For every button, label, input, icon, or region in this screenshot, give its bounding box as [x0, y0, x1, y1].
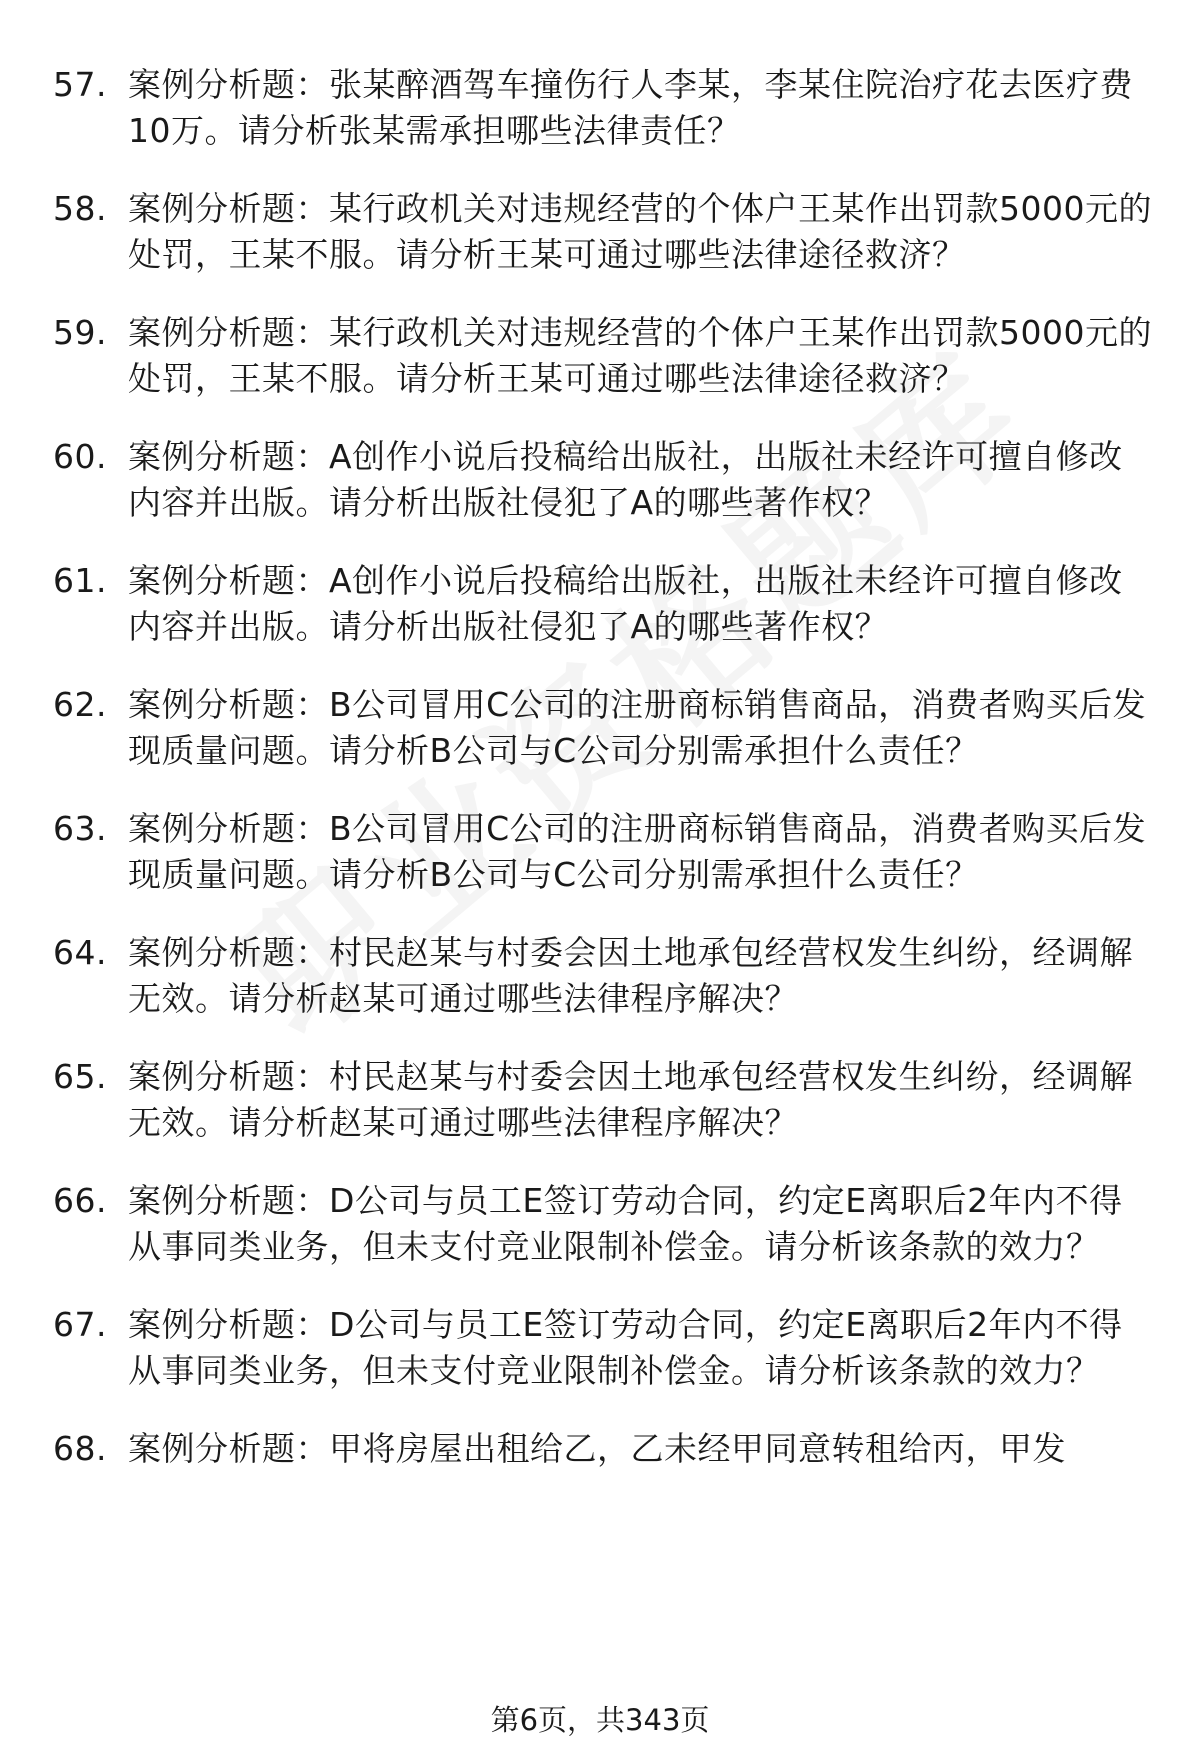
- question-text: 案例分析题：B公司冒用C公司的注册商标销售商品，消费者购买后发现质量问题。请分析B公司与C公司分别需承担什么责任？: [128, 685, 1147, 770]
- question-text: 案例分析题：张某醉酒驾车撞伤行人李某，李某住院治疗花去医疗费10万。请分析张某需承担哪些法律责任？: [128, 65, 1133, 150]
- question-text: 案例分析题：D公司与员工E签订劳动合同，约定E离职后2年内不得从事同类业务，但未支付竞业限制补偿金。请分析该条款的效力？: [128, 1181, 1123, 1266]
- question-number: 64.: [53, 933, 107, 972]
- question-text: 案例分析题：B公司冒用C公司的注册商标销售商品，消费者购买后发现质量问题。请分析B公司与C公司分别需承担什么责任？: [128, 809, 1147, 894]
- question-item: [0, 62, 1200, 154]
- question-list: [0, 62, 1200, 1504]
- question-item: [0, 1054, 1200, 1146]
- question-text: 案例分析题：某行政机关对违规经营的个体户王某作出罚款5000元的处罚，王某不服。请分析王某可通过哪些法律途径救济？: [128, 313, 1152, 398]
- question-number: 57.: [53, 65, 107, 104]
- question-item: [0, 310, 1200, 402]
- question-number: 58.: [53, 189, 107, 228]
- question-text: 案例分析题：A创作小说后投稿给出版社，出版社未经许可擅自修改内容并出版。请分析出版社侵犯了A的哪些著作权？: [128, 561, 1123, 646]
- question-number: 66.: [53, 1181, 107, 1220]
- question-item: [0, 186, 1200, 278]
- question-item: [0, 682, 1200, 774]
- question-text: 案例分析题：村民赵某与村委会因土地承包经营权发生纠纷，经调解无效。请分析赵某可通过哪些法律程序解决？: [128, 933, 1133, 1018]
- question-text: 案例分析题：某行政机关对违规经营的个体户王某作出罚款5000元的处罚，王某不服。请分析王某可通过哪些法律途径救济？: [128, 189, 1152, 274]
- question-item: [0, 434, 1200, 526]
- question-number: 68.: [53, 1429, 107, 1468]
- question-text: 案例分析题：甲将房屋出租给乙，乙未经甲同意转租给丙，甲发: [128, 1429, 1066, 1468]
- question-number: 61.: [53, 561, 107, 600]
- page-number-label: 第6页，共343页: [490, 1703, 710, 1737]
- question-number: 60.: [53, 437, 107, 476]
- question-item: [0, 558, 1200, 650]
- question-number: 62.: [53, 685, 107, 724]
- question-number: 63.: [53, 809, 107, 848]
- page-footer: [0, 1700, 1200, 1740]
- question-text: 案例分析题：村民赵某与村委会因土地承包经营权发生纠纷，经调解无效。请分析赵某可通过哪些法律程序解决？: [128, 1057, 1133, 1142]
- question-number: 59.: [53, 313, 107, 352]
- question-item: [0, 806, 1200, 898]
- question-number: 65.: [53, 1057, 107, 1096]
- question-number: 67.: [53, 1305, 107, 1344]
- question-item: [0, 1302, 1200, 1394]
- question-item: [0, 1426, 1200, 1472]
- question-text: 案例分析题：D公司与员工E签订劳动合同，约定E离职后2年内不得从事同类业务，但未支付竞业限制补偿金。请分析该条款的效力？: [128, 1305, 1123, 1390]
- question-item: [0, 930, 1200, 1022]
- question-text: 案例分析题：A创作小说后投稿给出版社，出版社未经许可擅自修改内容并出版。请分析出版社侵犯了A的哪些著作权？: [128, 437, 1123, 522]
- question-item: [0, 1178, 1200, 1270]
